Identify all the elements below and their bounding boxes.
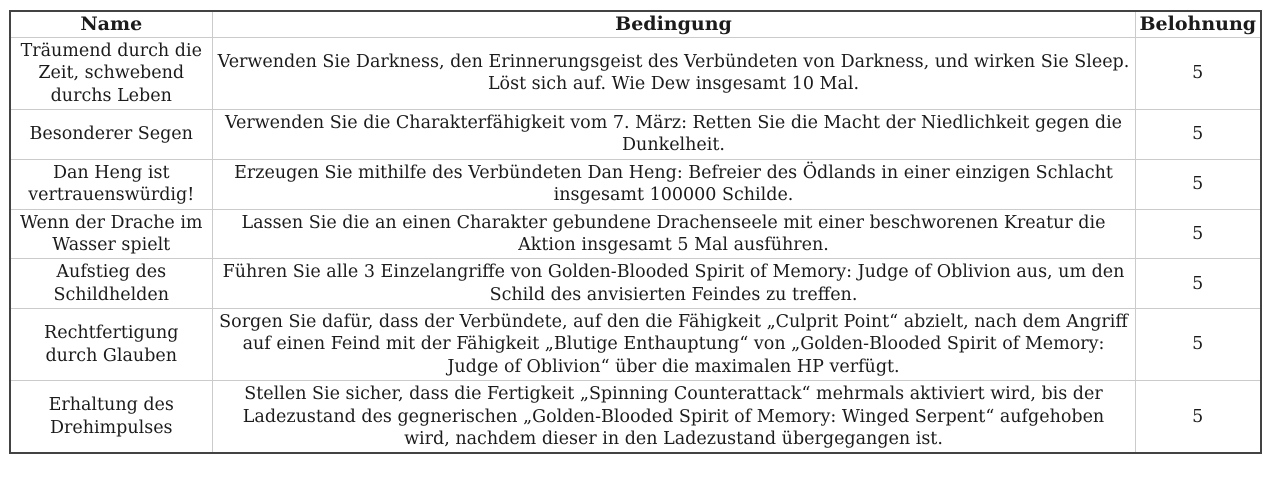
achievement-condition: Sorgen Sie dafür, dass der Verbündete, auf den die Fähigkeit „Culprit Point“ abzielt, nach dem Angriff auf einen Feind mit der Fähigkeit „Blutige Enthauptung“ von „Golden-Blooded Spirit of Memory: Judge of Oblivion“ über die maximalen HP verfügt. (212, 309, 1135, 381)
achievement-reward: 5 (1135, 209, 1261, 259)
achievement-name: Träumend durch die Zeit, schwebend durchs Leben (10, 37, 212, 109)
table-row (10, 159, 1261, 209)
achievement-name: Besonderer Segen (10, 109, 212, 159)
achievement-reward: 5 (1135, 159, 1261, 209)
column-header-reward: Belohnung (1135, 11, 1261, 37)
table-row (10, 37, 1261, 109)
achievement-reward: 5 (1135, 37, 1261, 109)
achievement-condition: Verwenden Sie die Charakterfähigkeit vom 7. März: Retten Sie die Macht der Niedlichkeit gegen die Dunkelheit. (212, 109, 1135, 159)
achievement-condition: Erzeugen Sie mithilfe des Verbündeten Dan Heng: Befreier des Ödlands in einer einzigen Schlacht insgesamt 100000 Schilde. (212, 159, 1135, 209)
column-header-name: Name (10, 11, 212, 37)
table-row (10, 109, 1261, 159)
achievement-reward: 5 (1135, 381, 1261, 454)
achievement-condition: Stellen Sie sicher, dass die Fertigkeit „Spinning Counterattack“ mehrmals aktiviert wird, bis der Ladezustand des gegnerischen „Golden-Blooded Spirit of Memory: Winged Serpent“ aufgehoben wird, nachdem dieser in den Ladezustand übergegangen ist. (212, 381, 1135, 454)
achievement-reward: 5 (1135, 109, 1261, 159)
achievement-name: Wenn der Drache im Wasser spielt (10, 209, 212, 259)
table-row (10, 209, 1261, 259)
table-header-row (10, 11, 1261, 37)
achievements-table (9, 10, 1262, 454)
achievement-name: Aufstieg des Schildhelden (10, 259, 212, 309)
column-header-condition: Bedingung (212, 11, 1135, 37)
table-row (10, 309, 1261, 381)
achievement-condition: Führen Sie alle 3 Einzelangriffe von Golden-Blooded Spirit of Memory: Judge of Oblivion aus, um den Schild des anvisierten Feindes zu treffen. (212, 259, 1135, 309)
achievement-reward: 5 (1135, 259, 1261, 309)
achievement-name: Erhaltung des Drehimpulses (10, 381, 212, 454)
achievement-name: Rechtfertigung durch Glauben (10, 309, 212, 381)
achievement-reward: 5 (1135, 309, 1261, 381)
achievement-name: Dan Heng ist vertrauenswürdig! (10, 159, 212, 209)
table-row (10, 259, 1261, 309)
achievement-condition: Verwenden Sie Darkness, den Erinnerungsgeist des Verbündeten von Darkness, und wirken Sie Sleep. Löst sich auf. Wie Dew insgesamt 10 Mal. (212, 37, 1135, 109)
table-row (10, 381, 1261, 454)
achievement-condition: Lassen Sie die an einen Charakter gebundene Drachenseele mit einer beschworenen Kreatur die Aktion insgesamt 5 Mal ausführen. (212, 209, 1135, 259)
